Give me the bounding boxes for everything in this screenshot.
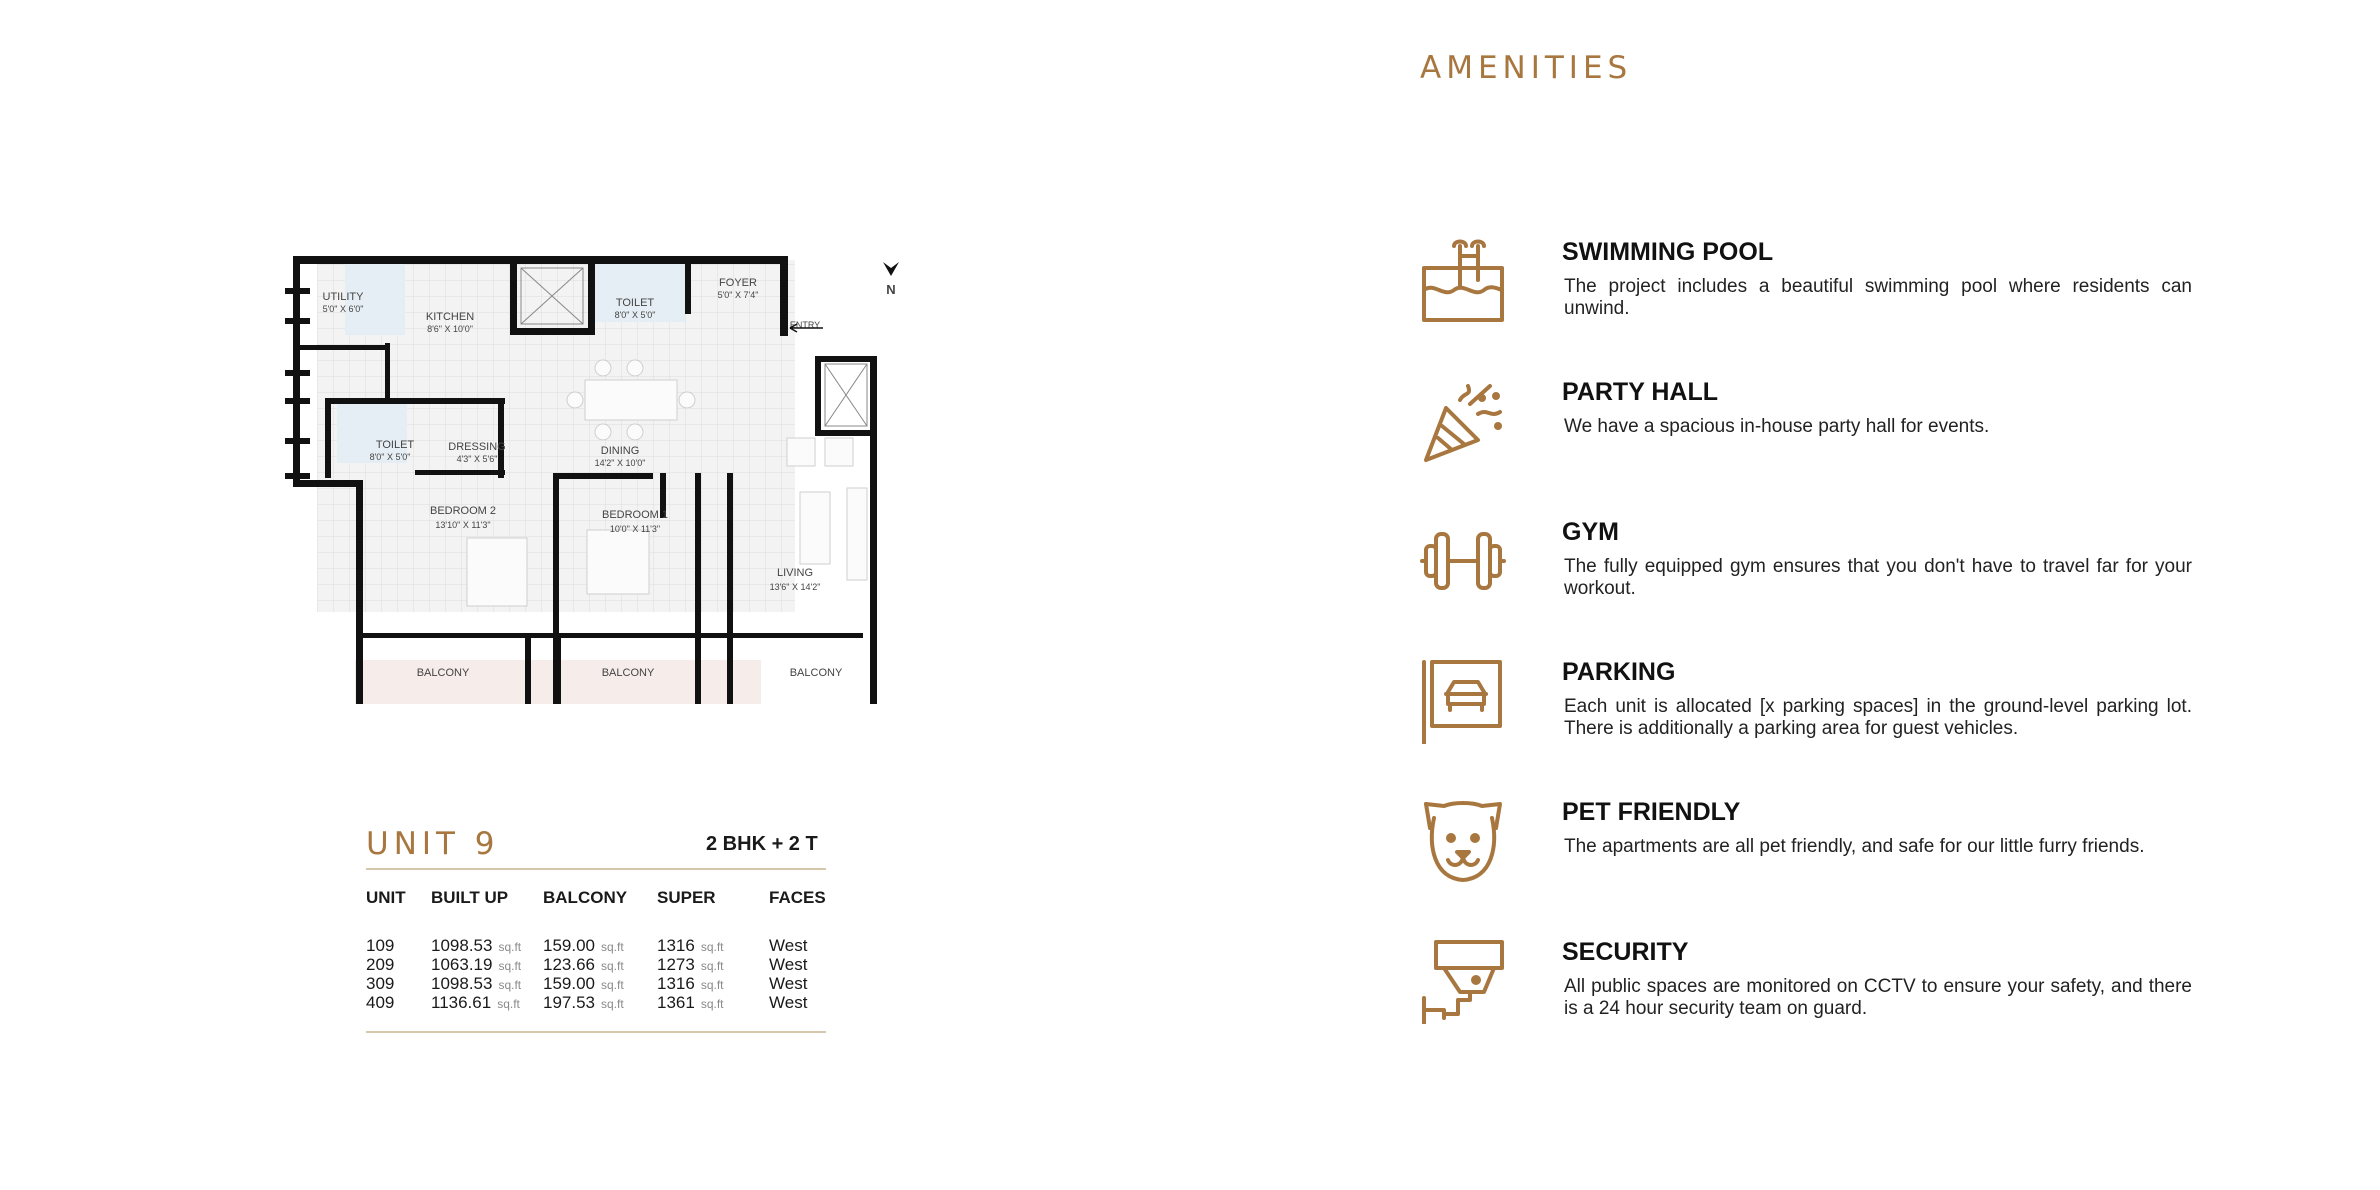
svg-text:8'6" X 10'0": 8'6" X 10'0" [427, 324, 473, 334]
svg-text:13'10" X 11'3": 13'10" X 11'3" [435, 520, 491, 530]
amenity-title: SECURITY [1562, 938, 1689, 966]
room-label: FOYER [719, 277, 757, 289]
divider [366, 868, 826, 870]
swimming-pool-icon [1420, 238, 1506, 324]
dog-icon [1420, 798, 1506, 884]
amenity-swimming-pool [1420, 238, 2192, 348]
unit-table-body [366, 936, 836, 1016]
amenity-title: PARKING [1562, 658, 1676, 686]
svg-text:4'3" X 5'6": 4'3" X 5'6" [456, 454, 498, 464]
svg-text:N: N [886, 282, 896, 297]
balcony-label: BALCONY [789, 667, 843, 679]
balcony-label: BALCONY [601, 667, 655, 679]
svg-text:13'6" X 14'2": 13'6" X 14'2" [769, 582, 821, 592]
room-label: LIVING [776, 567, 814, 579]
party-popper-icon [1420, 378, 1506, 464]
svg-text:10'0" X 11'3": 10'0" X 11'3" [609, 524, 661, 534]
amenity-description: We have a spacious in-house party hall for events. [1564, 416, 1990, 437]
amenity-title: SWIMMING POOL [1562, 238, 1774, 266]
room-label: TOILET [615, 297, 655, 309]
amenity-title: PET FRIENDLY [1562, 798, 1741, 826]
amenity-title: GYM [1562, 518, 1619, 546]
table-row: 309 1098.53 sq.ft 159.00 sq.ft 1316 sq.ft West [366, 974, 808, 993]
svg-text:5'0" X 6'0": 5'0" X 6'0" [322, 304, 364, 314]
room-label: BEDROOM 2 [429, 505, 497, 517]
column-header: UNIT [366, 888, 406, 907]
amenity-party-hall [1420, 378, 2180, 488]
room-label: UTILITY [322, 291, 364, 303]
amenity-security [1420, 938, 2192, 1048]
svg-text:5'0" X 7'4": 5'0" X 7'4" [717, 290, 759, 300]
north-arrow-icon [883, 262, 899, 297]
dumbbell-icon [1420, 518, 1506, 604]
room-label: KITCHEN [425, 311, 475, 323]
svg-text:14'2" X 10'0": 14'2" X 10'0" [594, 458, 646, 468]
divider [366, 1031, 826, 1033]
entry-label: ENTRY [789, 320, 821, 330]
amenity-description: The apartments are all pet friendly, and safe for our little furry friends. [1564, 836, 2145, 857]
amenities-heading: AMENITIES [1420, 50, 1633, 86]
table-row: 109 1098.53 sq.ft 159.00 sq.ft 1316 sq.ft West [366, 936, 808, 955]
table-row: 409 1136.61 sq.ft 197.53 sq.ft 1361 sq.ft West [366, 993, 808, 1012]
parking-sign-icon [1420, 658, 1506, 744]
amenity-gym [1420, 518, 2192, 628]
amenity-description: The project includes a beautiful swimming pool where residents can unwind. [1564, 276, 2192, 319]
floor-plan [285, 248, 915, 708]
amenity-description: All public spaces are monitored on CCTV to ensure your safety, and there is a 24 hour security team on guard. [1564, 976, 2192, 1019]
unit-title: UNIT 9 [366, 826, 500, 862]
amenity-description: Each unit is allocated [x parking spaces] in the ground-level parking lot. There is additionally a parking area for guest vehicles. [1564, 696, 2192, 739]
amenity-title: PARTY HALL [1562, 378, 1719, 406]
table-row: 209 1063.19 sq.ft 123.66 sq.ft 1273 sq.ft West [366, 955, 808, 974]
amenity-parking [1420, 658, 2192, 768]
amenity-pet-friendly [1420, 798, 2180, 908]
room-label: BEDROOM 1 [601, 509, 669, 521]
svg-text:8'0" X 5'0": 8'0" X 5'0" [614, 310, 656, 320]
cctv-camera-icon [1420, 938, 1506, 1024]
room-label: TOILET [375, 439, 415, 451]
unit-type: 2 BHK + 2 T [706, 833, 818, 855]
svg-text:8'0" X 5'0": 8'0" X 5'0" [369, 452, 411, 462]
room-label: DRESSING [448, 441, 506, 453]
column-header: FACES [769, 888, 826, 907]
balcony-label: BALCONY [416, 667, 470, 679]
unit-table-header [366, 888, 836, 912]
column-header: BUILT UP [431, 888, 509, 907]
column-header: BALCONY [543, 888, 628, 907]
column-header: SUPER [657, 888, 716, 907]
amenity-description: The fully equipped gym ensures that you don't have to travel far for your workout. [1564, 556, 2192, 599]
room-label: DINING [600, 445, 640, 457]
